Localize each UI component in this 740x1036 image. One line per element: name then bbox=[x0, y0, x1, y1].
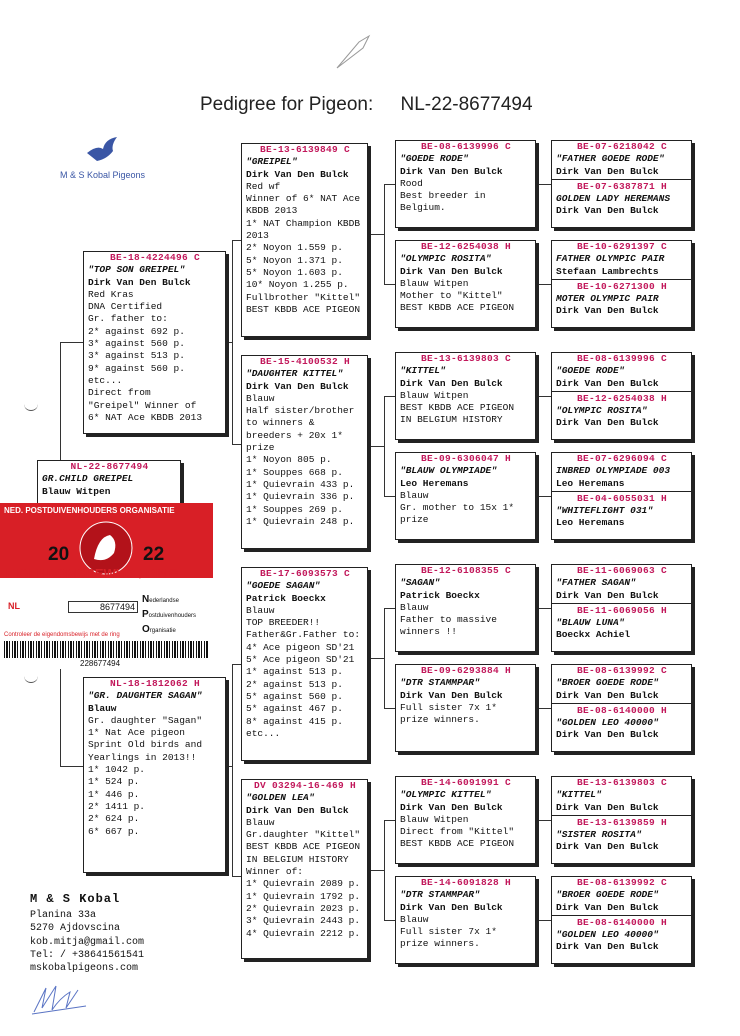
breeder-name: Stefaan Lambrechts bbox=[556, 265, 659, 277]
ring-number: DV 03294-16-469 H bbox=[253, 780, 356, 791]
connector-line bbox=[60, 342, 83, 343]
breeder-name: Dirk Van Den Bulck bbox=[556, 417, 659, 429]
title-label: Pedigree for Pigeon: bbox=[200, 94, 374, 115]
pigeon-name: "GOLDEN LEO 40000" bbox=[556, 717, 659, 729]
info-line: 2* against 513 p. bbox=[246, 678, 343, 690]
info-line: Direct from "Kittel" bbox=[400, 826, 515, 838]
pigeon-name: "SISTER ROSITA" bbox=[556, 829, 642, 841]
pigeon-name: "BROER GOEDE RODE" bbox=[556, 889, 659, 901]
breeder-name: Dirk Van Den Bulck bbox=[246, 168, 349, 180]
breeder-name: Dirk Van Den Bulck bbox=[88, 276, 191, 288]
info-line: Blauw Witpen bbox=[400, 389, 469, 401]
info-line: BEST KBDB ACE PIGEON bbox=[400, 402, 515, 414]
info-line: 9* against 560 p. bbox=[88, 362, 185, 374]
card-number: 8677494 bbox=[68, 601, 138, 613]
ring-number: BE-08-6140000 H bbox=[576, 916, 667, 928]
card-control-text: Controleer de eigendomsbewijs met de ring bbox=[4, 632, 120, 638]
breeder-name: Dirk Van Den Bulck bbox=[400, 689, 503, 701]
great-great-grandparents-card bbox=[551, 140, 692, 228]
ring-number: BE-07-6218042 C bbox=[576, 141, 667, 152]
breeder-name: Dirk Van Den Bulck bbox=[556, 589, 659, 601]
connector-line bbox=[384, 820, 395, 821]
grandparent-card bbox=[241, 567, 368, 761]
info-line: 2* against 692 p. bbox=[88, 325, 185, 337]
breeder-name: Dirk Van Den Bulck bbox=[246, 380, 349, 392]
ring-number: BE-09-6306047 H bbox=[420, 453, 511, 464]
ring-number: BE-13-6139803 C bbox=[420, 353, 511, 364]
info-line: Winner of: bbox=[246, 866, 304, 878]
info-line: 6* 667 p. bbox=[88, 825, 140, 837]
divider bbox=[552, 915, 691, 916]
info-line: 10* Noyon 1.255 p. bbox=[246, 279, 349, 291]
pigeon-name: "SAGAN" bbox=[400, 577, 440, 589]
ring-number: BE-07-6296094 C bbox=[576, 453, 667, 464]
connector-line bbox=[232, 876, 241, 877]
great-grandparent-card bbox=[395, 452, 536, 540]
breeder-name: Dirk Van Den Bulck bbox=[400, 901, 503, 913]
info-line: Blauw bbox=[246, 816, 275, 828]
breeder-name: Dirk Van Den Bulck bbox=[556, 941, 659, 953]
breeder-name: Dirk Van Den Bulck bbox=[556, 841, 659, 853]
great-grandparent-card bbox=[395, 240, 536, 328]
info-line: Gr.daughter "Kittel" bbox=[246, 829, 361, 841]
divider bbox=[552, 603, 691, 604]
info-line: etc... bbox=[246, 727, 281, 739]
info-line: 1* Quievrain 336 p. bbox=[246, 491, 355, 503]
pigeon-name: FATHER OLYMPIC PAIR bbox=[556, 253, 665, 265]
info-line: Red wf bbox=[246, 180, 281, 192]
connector-line bbox=[384, 708, 395, 709]
info-line: Blauw bbox=[400, 913, 429, 925]
breeder-name: Patrick Boeckx bbox=[400, 589, 480, 601]
card-year-1: 20 bbox=[48, 544, 70, 565]
info-line: 2* Quievrain 2023 p. bbox=[246, 902, 361, 914]
info-line: Rood bbox=[400, 177, 423, 189]
ring-number: BE-13-6139859 H bbox=[576, 816, 667, 828]
info-line: etc... bbox=[88, 374, 123, 386]
connector-line bbox=[536, 820, 551, 821]
logo-text: M & S Kobal Pigeons bbox=[59, 170, 146, 180]
connector-line bbox=[384, 396, 395, 397]
ring-number: BE-08-6139996 C bbox=[420, 141, 511, 152]
card-title: EIGENDOMSBEWIJS / RING bbox=[6, 566, 179, 581]
breeder-name: Leo Heremans bbox=[556, 517, 625, 529]
grandparent-card bbox=[241, 355, 368, 549]
connector-line bbox=[536, 396, 551, 397]
info-line: 1* Noyon 805 p. bbox=[246, 454, 332, 466]
card-org: NED. POSTDUIVENHOUDERS ORGANISATIE bbox=[0, 503, 213, 518]
footer-line: 5270 Ajdovscina bbox=[30, 923, 121, 935]
punch-mark bbox=[24, 676, 38, 683]
pigeon-name: "KITTEL" bbox=[556, 789, 602, 801]
info-line: Mother to "Kittel" bbox=[400, 290, 503, 302]
company-logo bbox=[50, 135, 155, 180]
pigeon-name: "DAUGHTER KITTEL" bbox=[246, 368, 343, 380]
ring-number: BE-08-6140000 H bbox=[576, 704, 667, 716]
great-great-grandparents-card bbox=[551, 352, 692, 440]
connector-line bbox=[384, 608, 395, 609]
great-great-grandparents-card bbox=[551, 564, 692, 652]
pigeon-name: "FATHER SAGAN" bbox=[556, 577, 636, 589]
info-line: Gr. daughter "Sagan" bbox=[88, 714, 203, 726]
connector-line bbox=[384, 820, 385, 920]
ring-number: BE-08-6139992 C bbox=[576, 877, 667, 888]
info-line: 4* Quievrain 2212 p. bbox=[246, 927, 361, 939]
info-line: Gr. mother to 15x 1* bbox=[400, 502, 515, 514]
info-line: 5* against 467 p. bbox=[246, 703, 343, 715]
connector-line bbox=[384, 396, 385, 496]
ring-number: BE-10-6291397 C bbox=[576, 241, 667, 252]
info-line: Yearlings in 2013!! bbox=[88, 751, 197, 763]
pigeon-name: "BLAUW LUNA" bbox=[556, 617, 625, 629]
connector-line bbox=[232, 664, 241, 665]
ring-number: BE-12-6108355 C bbox=[420, 565, 511, 576]
info-line: prize bbox=[400, 514, 429, 526]
footer-address bbox=[30, 893, 144, 975]
ring-number: BE-07-6387871 H bbox=[576, 180, 667, 192]
info-line: Blauw bbox=[400, 601, 429, 613]
great-great-grandparents-card bbox=[551, 664, 692, 752]
info-line: 1* Quievrain 1792 p. bbox=[246, 890, 361, 902]
connector-line bbox=[368, 870, 384, 871]
pigeon-name: "BLAUW OLYMPIADE" bbox=[400, 465, 497, 477]
pigeon-name: INBRED OLYMPIADE 003 bbox=[556, 465, 671, 477]
pigeon-name: "GR. DAUGHTER SAGAN" bbox=[88, 690, 203, 702]
info-line: Red Kras bbox=[88, 288, 134, 300]
breeder-name: Dirk Van Den Bulck bbox=[556, 801, 659, 813]
info-line: BEST KBDB ACE PIGEON bbox=[400, 302, 515, 314]
breeder-name: Dirk Van Den Bulck bbox=[556, 689, 659, 701]
info-line: 3* Quievrain 2443 p. bbox=[246, 915, 361, 927]
info-line: prize winners. bbox=[400, 714, 480, 726]
ring-number: BE-13-6139849 C bbox=[259, 144, 350, 155]
info-line: 1* against 513 p. bbox=[246, 666, 343, 678]
footer-line: Planina 33a bbox=[30, 910, 97, 922]
pigeon-name: "BROER GOEDE RODE" bbox=[556, 677, 659, 689]
breeder-name: Dirk Van Den Bulck bbox=[400, 801, 503, 813]
pigeon-name: "GOEDE SAGAN" bbox=[246, 580, 321, 592]
breeder-name: Blauw bbox=[88, 702, 117, 714]
connector-line bbox=[384, 184, 395, 185]
connector-line bbox=[226, 342, 232, 343]
info-line: Full sister 7x 1* bbox=[400, 926, 497, 938]
pigeon-name: "OLYMPIC ROSITA" bbox=[400, 253, 492, 265]
pigeon-name: "GOEDE RODE" bbox=[400, 153, 469, 165]
info-line: Blauw Witpen bbox=[400, 813, 469, 825]
info-line: Direct from bbox=[88, 387, 151, 399]
great-grandparent-card bbox=[395, 876, 536, 964]
info-line: 2* 1411 p. bbox=[88, 800, 146, 812]
breeder-name: Dirk Van Den Bulck bbox=[556, 729, 659, 741]
connector-line bbox=[384, 920, 395, 921]
ring-number: BE-10-6271300 H bbox=[576, 280, 667, 292]
pigeon-name: "KITTEL" bbox=[400, 365, 446, 377]
signature bbox=[30, 978, 90, 1023]
ring-number: BE-13-6139803 C bbox=[576, 777, 667, 788]
info-line: Belgium. bbox=[400, 202, 446, 214]
great-great-grandparents-card bbox=[551, 876, 692, 964]
great-great-grandparents-card bbox=[551, 452, 692, 540]
connector-line bbox=[60, 766, 83, 767]
ring-number: BE-08-6139992 C bbox=[576, 665, 667, 676]
ring-number: BE-12-6254038 H bbox=[576, 392, 667, 404]
info-line: Blauw bbox=[246, 604, 275, 616]
info-line: Full sister 7x 1* bbox=[400, 701, 497, 713]
great-grandparent-card bbox=[395, 564, 536, 652]
subject-color: Blauw Witpen bbox=[42, 485, 111, 497]
breeder-name: Leo Heremans bbox=[556, 477, 625, 489]
connector-line bbox=[536, 608, 551, 609]
connector-line bbox=[60, 342, 61, 460]
info-line: winners !! bbox=[400, 626, 458, 638]
pigeon-name: GOLDEN LADY HEREMANS bbox=[556, 193, 671, 205]
info-line: Blauw bbox=[246, 392, 275, 404]
info-line: Blauw Witpen bbox=[400, 277, 469, 289]
info-line: Father&Gr.Father to: bbox=[246, 629, 361, 641]
connector-line bbox=[536, 920, 551, 921]
info-line: BEST KBDB ACE PIGEON bbox=[400, 838, 515, 850]
info-line: prize winners. bbox=[400, 938, 480, 950]
pigeon-name: MOTER OLYMPIC PAIR bbox=[556, 293, 659, 305]
sire-card bbox=[83, 251, 226, 434]
ring-number: BE-18-4224496 C bbox=[109, 252, 200, 263]
connector-line bbox=[384, 184, 385, 284]
dam-card bbox=[83, 677, 226, 873]
subject-card bbox=[37, 460, 181, 506]
breeder-name: Leo Heremans bbox=[400, 477, 469, 489]
title-ring: NL-22-8677494 bbox=[400, 94, 533, 115]
connector-line bbox=[368, 446, 384, 447]
info-line: 2* 624 p. bbox=[88, 813, 140, 825]
breeder-name: Dirk Van Den Bulck bbox=[400, 377, 503, 389]
pigeon-name: "WHITEFLIGHT 031" bbox=[556, 505, 653, 517]
footer-company: M & S Kobal bbox=[30, 892, 121, 906]
breeder-name: Dirk Van Den Bulck bbox=[556, 205, 659, 217]
info-line: IN BELGIUM HISTORY bbox=[246, 853, 349, 865]
ring-number: BE-14-6091991 C bbox=[420, 777, 511, 788]
barcode bbox=[4, 641, 209, 658]
divider bbox=[552, 391, 691, 392]
divider bbox=[552, 179, 691, 180]
breeder-name: Dirk Van Den Bulck bbox=[556, 377, 659, 389]
great-grandparent-card bbox=[395, 352, 536, 440]
info-line: 1* NAT Champion KBDB bbox=[246, 217, 361, 229]
great-grandparent-card bbox=[395, 664, 536, 752]
info-line: 1* 446 p. bbox=[88, 788, 140, 800]
dove-icon bbox=[83, 135, 123, 165]
barcode-number: 228677494 bbox=[80, 659, 121, 668]
info-line: Gr. father to: bbox=[88, 313, 168, 325]
connector-line bbox=[384, 284, 395, 285]
pigeon-name: "GREIPEL" bbox=[246, 156, 298, 168]
info-line: 5* Noyon 1.371 p. bbox=[246, 254, 343, 266]
divider bbox=[552, 491, 691, 492]
breeder-name: Dirk Van Den Bulck bbox=[556, 165, 659, 177]
page-title bbox=[200, 94, 555, 116]
pigeon-name: "DTR STAMMPAR" bbox=[400, 889, 480, 901]
breeder-name: Dirk Van Den Bulck bbox=[556, 901, 659, 913]
divider bbox=[552, 703, 691, 704]
info-line: breeders + 20x 1* bbox=[246, 429, 343, 441]
info-line: "Greipel" Winner of bbox=[88, 399, 197, 411]
great-grandparent-card bbox=[395, 140, 536, 228]
pigeon-name: "GOLDEN LEA" bbox=[246, 792, 315, 804]
info-line: Blauw bbox=[400, 489, 429, 501]
info-line: Fullbrother "Kittel" bbox=[246, 291, 361, 303]
grandparent-card bbox=[241, 143, 368, 337]
info-line: 1* Quievrain 433 p. bbox=[246, 478, 355, 490]
connector-line bbox=[368, 658, 384, 659]
connector-line bbox=[232, 240, 233, 444]
info-line: KBDB 2013 bbox=[246, 205, 298, 217]
subject-name: GR.CHILD GREIPEL bbox=[42, 473, 134, 485]
grandparent-card bbox=[241, 779, 368, 959]
info-line: IN BELGIUM HISTORY bbox=[400, 414, 503, 426]
info-line: 5* Ace pigeon SD'21 bbox=[246, 654, 355, 666]
pigeon-name: "GOEDE RODE" bbox=[556, 365, 625, 377]
subject-ring: NL-22-8677494 bbox=[70, 461, 149, 472]
info-line: to winners & bbox=[246, 417, 315, 429]
divider bbox=[552, 815, 691, 816]
great-great-grandparents-card bbox=[551, 240, 692, 328]
info-line: 1* Quievrain 248 p. bbox=[246, 515, 355, 527]
info-line: 1* Nat Ace pigeon bbox=[88, 727, 185, 739]
legend-2: ostduivenhouders bbox=[148, 613, 197, 619]
footer-line: mskobalpigeons.com bbox=[30, 963, 139, 975]
connector-line bbox=[384, 496, 395, 497]
info-line: 6* NAT Ace KBDB 2013 bbox=[88, 411, 203, 423]
pigeon-name: "DTR STAMMPAR" bbox=[400, 677, 480, 689]
breeder-name: Boeckx Achiel bbox=[556, 629, 631, 641]
connector-line bbox=[232, 240, 241, 241]
info-line: Half sister/brother bbox=[246, 405, 355, 417]
pigeon-name: "OLYMPIC KITTEL" bbox=[400, 789, 492, 801]
pigeon-name: "TOP SON GREIPEL" bbox=[88, 264, 185, 276]
pen-mark-icon bbox=[335, 32, 375, 77]
ring-number: BE-04-6055031 H bbox=[576, 492, 667, 504]
info-line: 3* against 560 p. bbox=[88, 338, 185, 350]
info-line: 5* against 560 p. bbox=[246, 690, 343, 702]
info-line: DNA Certified bbox=[88, 301, 163, 313]
breeder-name: Dirk Van Den Bulck bbox=[246, 804, 349, 816]
connector-line bbox=[368, 234, 384, 235]
pigeon-name: "GOLDEN LEO 40000" bbox=[556, 929, 659, 941]
breeder-name: Dirk Van Den Bulck bbox=[556, 305, 659, 317]
info-line: TOP BREEDER!! bbox=[246, 617, 321, 629]
info-line: 5* Noyon 1.603 p. bbox=[246, 266, 343, 278]
connector-line bbox=[384, 608, 385, 708]
info-line: BEST KBDB ACE PIGEON bbox=[246, 303, 361, 315]
connector-line bbox=[536, 184, 551, 185]
info-line: 2013 bbox=[246, 230, 269, 242]
footer-line: kob.mitja@gmail.com bbox=[30, 936, 145, 948]
info-line: 4* Ace pigeon SD'21 bbox=[246, 641, 355, 653]
info-line: 2* Noyon 1.559 p. bbox=[246, 242, 343, 254]
connector-line bbox=[226, 766, 232, 767]
ring-number: BE-09-6293884 H bbox=[420, 665, 511, 676]
divider bbox=[552, 279, 691, 280]
info-line: Best breeder in bbox=[400, 190, 486, 202]
info-line: 8* against 415 p. bbox=[246, 715, 343, 727]
connector-line bbox=[232, 664, 233, 876]
info-line: 1* 1042 p. bbox=[88, 764, 146, 776]
legend-3: rganisatie bbox=[149, 628, 176, 634]
connector-line bbox=[232, 444, 241, 445]
info-line: 1* 524 p. bbox=[88, 776, 140, 788]
breeder-name: Dirk Van Den Bulck bbox=[400, 265, 503, 277]
info-line: BEST KBDB ACE PIGEON bbox=[246, 841, 361, 853]
info-line: prize bbox=[246, 442, 275, 454]
great-great-grandparents-card bbox=[551, 776, 692, 864]
card-country: NL bbox=[8, 601, 20, 611]
info-line: Father to massive bbox=[400, 614, 497, 626]
card-year-2: 22 bbox=[143, 544, 165, 565]
breeder-name: Patrick Boeckx bbox=[246, 592, 326, 604]
punch-mark bbox=[24, 404, 38, 411]
ring-number: BE-15-4100532 H bbox=[259, 356, 350, 367]
ring-number: BE-14-6091828 H bbox=[420, 877, 511, 888]
ring-number: BE-11-6069056 H bbox=[576, 604, 667, 616]
great-grandparent-card bbox=[395, 776, 536, 864]
info-line: 1* Souppes 668 p. bbox=[246, 466, 343, 478]
ownership-ring-card bbox=[0, 503, 213, 669]
card-legend: Nederlandse Postduivenhouders Organisatie bbox=[142, 594, 197, 635]
info-line: Winner of 6* NAT Ace bbox=[246, 193, 361, 205]
info-line: 1* Quievrain 2089 p. bbox=[246, 878, 361, 890]
pigeon-name: "OLYMPIC ROSITA" bbox=[556, 405, 648, 417]
footer-line: Tel: / +38641561541 bbox=[30, 949, 145, 961]
ring-number: BE-11-6069063 C bbox=[576, 565, 667, 576]
ring-number: NL-18-1812062 H bbox=[109, 678, 200, 689]
breeder-name: Dirk Van Den Bulck bbox=[400, 165, 503, 177]
info-line: 3* against 513 p. bbox=[88, 350, 185, 362]
ring-number: BE-17-6093573 C bbox=[259, 568, 350, 579]
connector-line bbox=[536, 284, 551, 285]
pigeon-name: "FATHER GOEDE RODE" bbox=[556, 153, 665, 165]
connector-line bbox=[536, 708, 551, 709]
info-line: Sprint Old birds and bbox=[88, 739, 203, 751]
ring-number: BE-12-6254038 H bbox=[420, 241, 511, 252]
connector-line bbox=[536, 496, 551, 497]
ring-number: BE-08-6139996 C bbox=[576, 353, 667, 364]
legend-1: ederlandse bbox=[149, 598, 179, 604]
info-line: 1* Souppes 269 p. bbox=[246, 503, 343, 515]
